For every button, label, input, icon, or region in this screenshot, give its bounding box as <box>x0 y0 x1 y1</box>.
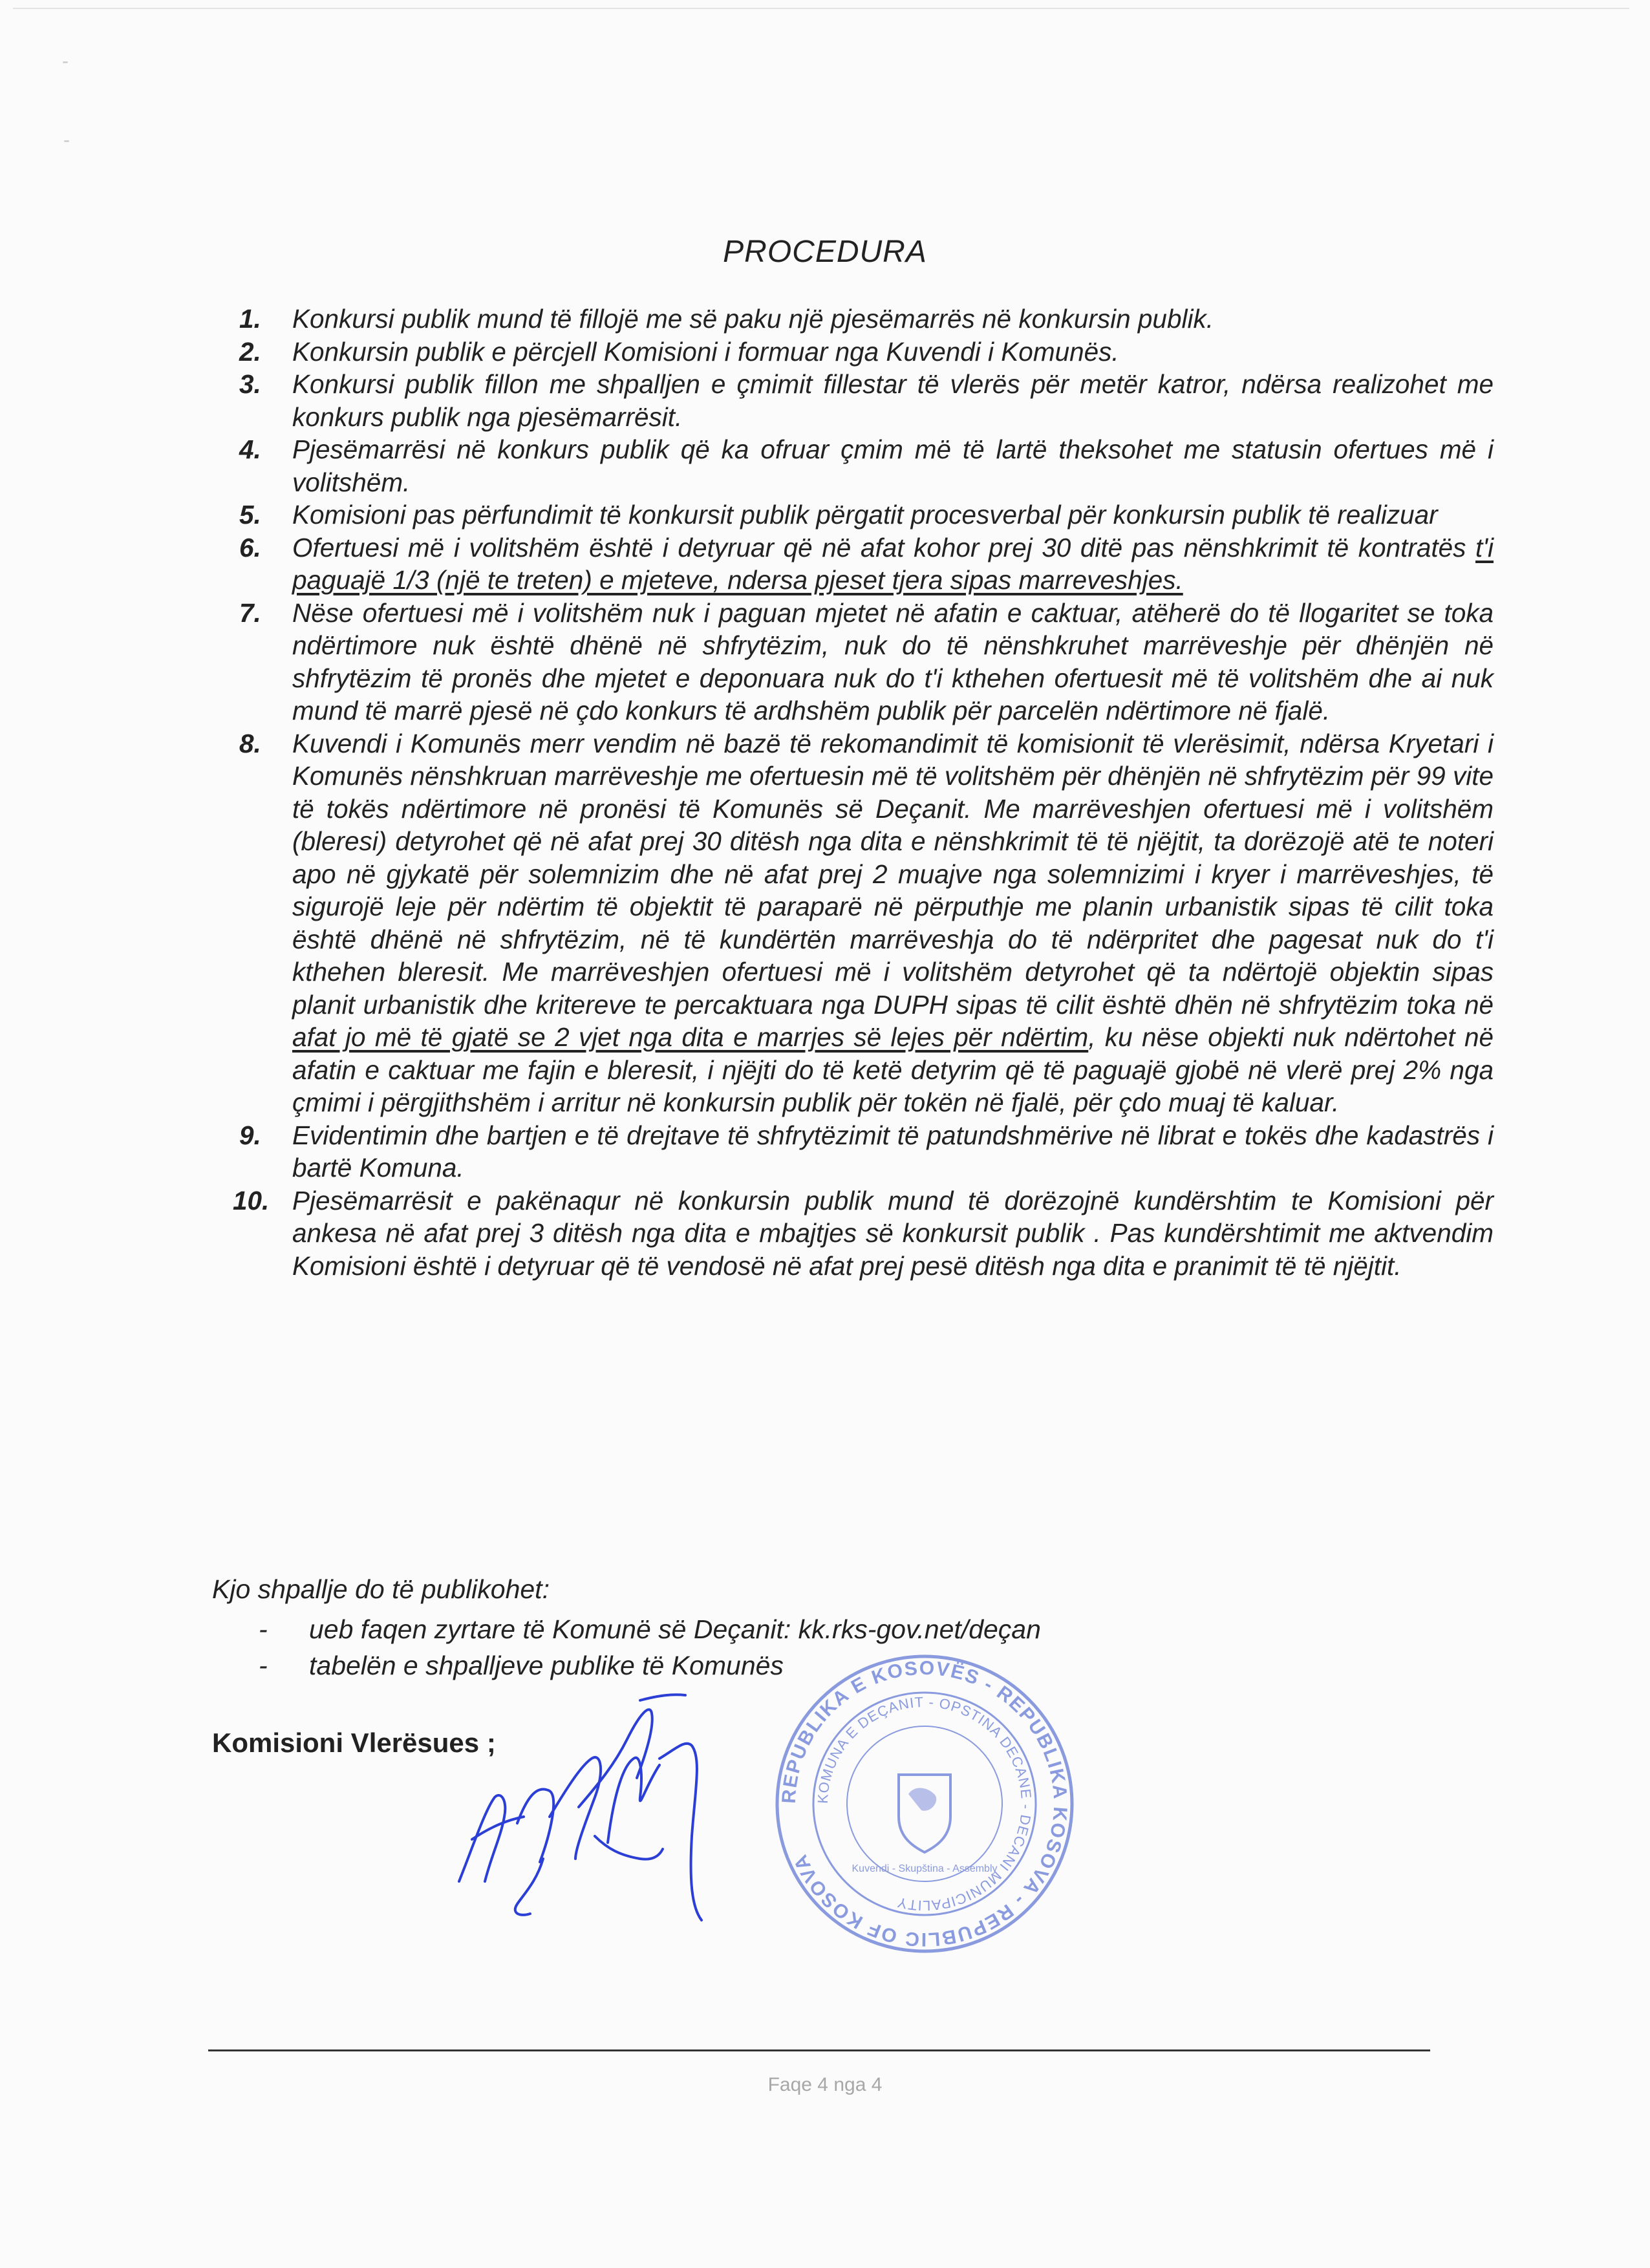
item-number: 8. <box>239 728 261 758</box>
item-text: Kuvendi i Komunës merr vendim në bazë të rekomandimit të komisionit të vlerësimit, ndërsa Kryetari i Komunës nënshkruan marrëveshje me ofertuesin më të volitshëm për dhënjën në shfrytëzim për 99 vite të tokës ndërtimore në pronësi të Komunës së Deçanit. Me marrëveshjen ofertuesi më i volitshëm (bleresi) detyrohet që në afat prej 30 ditësh nga dita e nënshkrimit të të njëjtit, ta dorëzojë atë te noteri apo në gjykatë për solemnizim dhe në afat prej 2 muajve nga solemnizimi i kryer i marrëveshjes, të sigurojë leje për ndërtim të objektit të paraparë në përputhje me planin urbanistik sipas të cilit toka është dhënë në shfrytëzim, në të kundërtën marrëveshja do të ndërpritet dhe pagesat nuk do t'i kthehen bleresit. Me marrëveshjen ofertuesi më i volitshëm detyrohet që ta ndërtojë objektin sipas planit urbanistik dhe kritereve te percaktuara nga DUPH sipas të cilit është dhën në shfrytëzim toka në <box>292 728 1494 1020</box>
item-text: , ku nëse objekti nuk ndërtohet në afatin e caktuar me fajin e bleresit, i njëjti do të ketë detyrim që të paguajë gjobë në vlerë prej 2% nga çmimi i përgjithshëm i arritur në konkursin publik për tokën në fjalë, për çdo muaj të kaluar. <box>292 1022 1494 1117</box>
item-text: Konkursin publik e përcjell Komisioni i formuar nga Kuvendi i Komunës. <box>292 336 1119 367</box>
signature-icon <box>446 1687 744 1959</box>
underlined-text: t'i paguajë 1/3 (një te treten) e mjeteve, ndersa pjeset tjera sipas marreveshjes. <box>292 532 1494 595</box>
item-number: 2. <box>239 336 261 367</box>
list-item <box>220 1184 1494 1283</box>
item-text: Pjesëmarrësi në konkurs publik që ka ofruar çmim më të lartë theksohet me statusin ofertues më i volitshëm. <box>292 434 1494 497</box>
item-text: Nëse ofertuesi më i volitshëm nuk i paguan mjetet në afatin e caktuar, atëherë do të llogaritet se toka ndërtimore nuk është dhënë në shfrytëzim, nuk do të nënshkruhet marrëveshje për dhënjën në shfrytëzim të pronës dhe mjetet e deponuara nuk do t'i kthehen ofertuesit më të volitshëm dhe ai nuk mund të marrë pjesë në çdo konkurs të ardhshëm publik për parcelën ndërtimore në fjalë. <box>292 597 1494 725</box>
publication-channel: ueb faqen zyrtare të Komunë së Deçanit: kk.rks-gov.net/deçan <box>309 1614 1041 1644</box>
publication-intro: Kjo shpallje do të publikohet: <box>212 1574 550 1604</box>
list-item <box>220 727 1494 1119</box>
page-title: PROCEDURA <box>723 235 927 269</box>
publication-channel: tabelën e shpalljeve publike të Komunës <box>309 1651 784 1680</box>
list-item <box>220 368 1494 433</box>
item-text: Komisioni pas përfundimit të konkursit publik përgatit procesverbal për konkursin publik të realizuar <box>292 500 1438 530</box>
list-item <box>220 498 1494 531</box>
commission-label: Komisioni Vlerësues ; <box>212 1728 496 1758</box>
item-text: Konkursi publik fillon me shpalljen e çmimit fillestar të vlerës për metër katror, ndërsa realizohet me konkurs publik nga pjesëmarrësit. <box>292 369 1494 432</box>
scan-mark: - <box>63 129 70 151</box>
bullet-dash: - <box>259 1614 268 1644</box>
scan-mark: - <box>62 50 69 72</box>
procedure-list <box>220 303 1494 1282</box>
seal-outer-text: REPUBLIKA E KOSOVËS - REPUBLIKA KOSOVA - REPUBLIC OF KOSOVA <box>778 1657 1071 1951</box>
item-text: Ofertuesi më i volitshëm është i detyruar që në afat kohor prej 30 ditë pas nënshkrimit të kontratës <box>292 532 1476 562</box>
seal-inner-text: KOMUNA E DEÇANIT - OPSTINA DECANE - DECANI MUNICIPALITY <box>814 1693 1035 1914</box>
item-number: 10. <box>233 1185 270 1215</box>
underlined-text: afat jo më të gjatë se 2 vjet nga dita e marrjes së lejes për ndërtim <box>292 1022 1089 1052</box>
list-item <box>220 531 1494 597</box>
page-number: Faqe 4 nga 4 <box>767 2074 883 2095</box>
bullet-dash: - <box>259 1651 268 1680</box>
item-number: 3. <box>239 369 261 399</box>
list-item <box>212 1611 1376 1647</box>
list-item <box>220 1119 1494 1184</box>
item-number: 9. <box>239 1120 261 1150</box>
item-number: 1. <box>239 304 261 334</box>
list-item <box>220 336 1494 369</box>
list-item <box>220 433 1494 498</box>
list-item <box>220 597 1494 727</box>
item-number: 7. <box>239 597 261 628</box>
item-text: Evidentimin dhe bartjen e të drejtave të shfrytëzimit të patundshmërive në librat e tokës dhe kadastrës i bartë Komuna. <box>292 1120 1494 1182</box>
item-number: 6. <box>239 532 261 562</box>
item-text: Pjesëmarrësit e pakënaqur në konkursin publik mund të dorëzojnë kundërshtim te Komisioni për ankesa në afat prej 3 ditësh nga dita e mbajtjes së konkursit publik . Pas kundërshtimit me aktvendim Komisioni është i detyruar që të vendosë në afat prej pesë ditësh nga dita e pranimit të të njëjtit. <box>292 1185 1494 1281</box>
item-text: Konkursi publik mund të fillojë me së paku një pjesëmarrës në konkursin publik. <box>292 304 1214 334</box>
official-seal-icon <box>769 1649 1080 1959</box>
seal-core-text: Kuvendi - Skupština - Assembly <box>852 1863 998 1874</box>
item-number: 5. <box>239 500 261 530</box>
scan-edge-line <box>13 8 1629 9</box>
list-item <box>220 303 1494 336</box>
item-number: 4. <box>239 434 261 464</box>
footer-divider <box>208 2049 1430 2051</box>
